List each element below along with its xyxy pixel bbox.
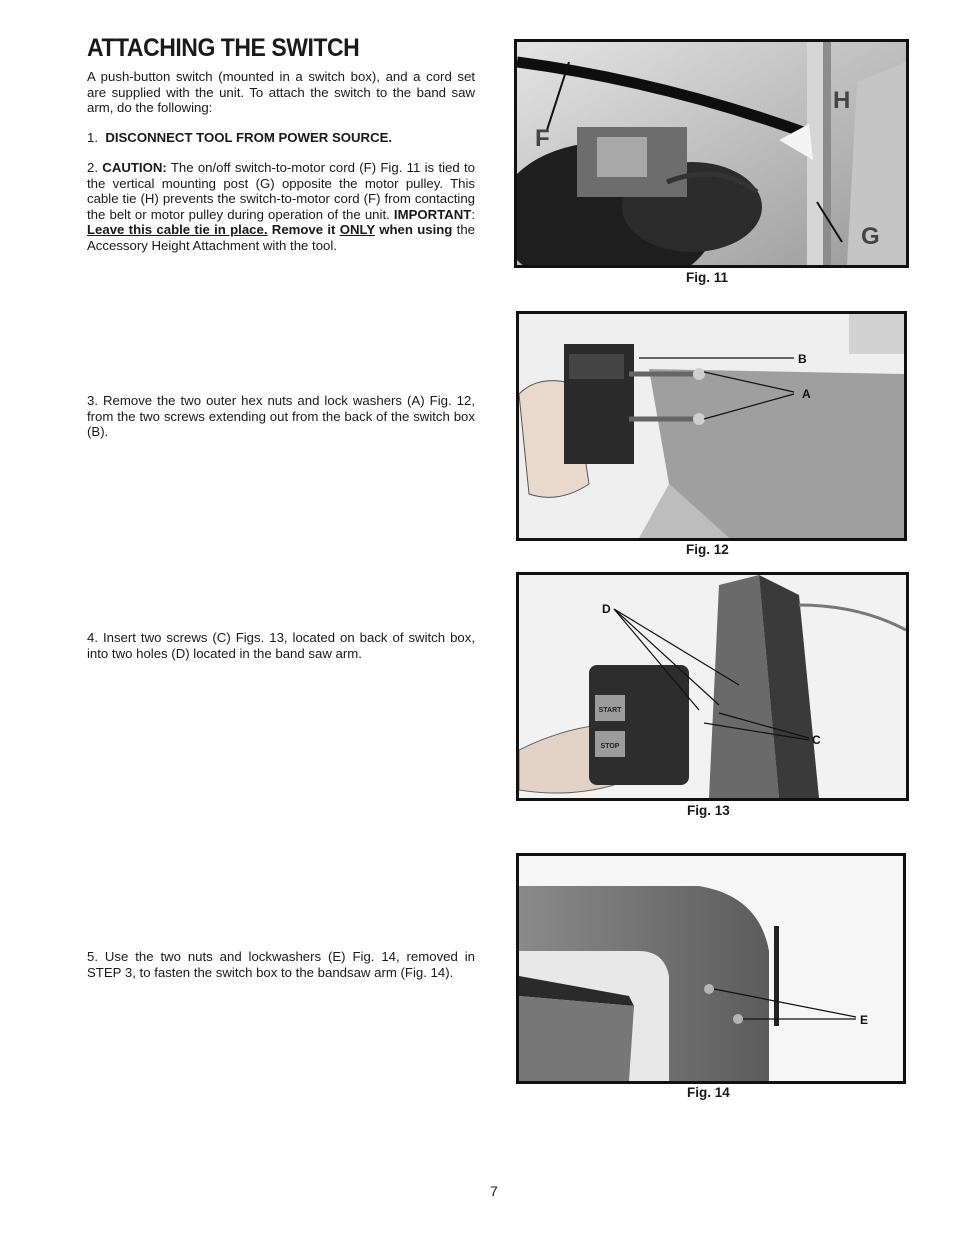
intro-paragraph: A push-button switch (mounted in a switch box), and a cord set are supplied with the unit. To attach the switch to the band saw arm, do the following: (87, 69, 475, 115)
fig11-label-h: H (833, 87, 851, 114)
fig12-label-b: B (798, 352, 807, 366)
step-3: 3. Remove the two outer hex nuts and lock washers (A) Fig. 12, from the two screws extending out from the back of the switch box (B). (87, 393, 475, 439)
figure-14-caption: Fig. 14 (687, 1085, 730, 1100)
figure-12-caption: Fig. 12 (686, 542, 729, 557)
important-label: IMPORTANT (393, 206, 472, 222)
step-2-text-2: the Accessory Height Attachment with the tool. (87, 222, 475, 253)
step-1 (87, 130, 475, 146)
fig13-label-d: D (602, 602, 611, 616)
step-1-text: DISCONNECT TOOL FROM POWER SOURCE. (105, 130, 393, 145)
step-5: 5. Use the two nuts and lockwashers (E) Fig. 14, removed in STEP 3, to fasten the switch box to the bandsaw arm (Fig. 14). (87, 949, 475, 980)
leave-cable-tie-text: Leave this cable tie in place. (87, 222, 268, 237)
figure-14-photo (516, 853, 906, 1084)
page-number: 7 (490, 1183, 498, 1199)
fig11-label-f: F (535, 125, 550, 152)
figure-11-photo (514, 39, 909, 268)
caution-label: CAUTION: (102, 160, 167, 175)
fig11-label-g: G (861, 223, 880, 250)
fig13-start-button-text: START (598, 707, 622, 714)
figure-13-caption: Fig. 13 (687, 803, 730, 818)
important-colon: : (471, 206, 475, 222)
page-title: ATTACHING THE SWITCH (87, 34, 360, 62)
when-using-text: when using (374, 222, 453, 237)
figure-12-photo (516, 311, 907, 541)
step-2 (87, 160, 475, 253)
fig13-label-c: C (812, 733, 821, 747)
remove-it-text: Remove it (267, 222, 340, 237)
figure-13-photo (516, 572, 909, 801)
fig13-stop-button-text: STOP (600, 743, 620, 750)
step-2-text-1: The on/off switch-to-motor cord (F) Fig. 11 is tied to the vertical mounting post (G) opposite the motor pulley. This cable tie (H) prevents the switch-to-motor cord (F) from contacting the belt or motor pulley during operation of the unit. (87, 160, 475, 222)
fig14-label-e: E (860, 1013, 869, 1027)
figure-11-caption: Fig. 11 (686, 270, 729, 285)
only-text: ONLY (339, 222, 375, 237)
step-1-number: 1. (87, 130, 98, 145)
fig12-label-a: A (802, 387, 811, 401)
step-2-number: 2. (87, 160, 98, 175)
step-4: 4. Insert two screws (C) Figs. 13, located on back of switch box, into two holes (D) located in the band saw arm. (87, 630, 475, 661)
